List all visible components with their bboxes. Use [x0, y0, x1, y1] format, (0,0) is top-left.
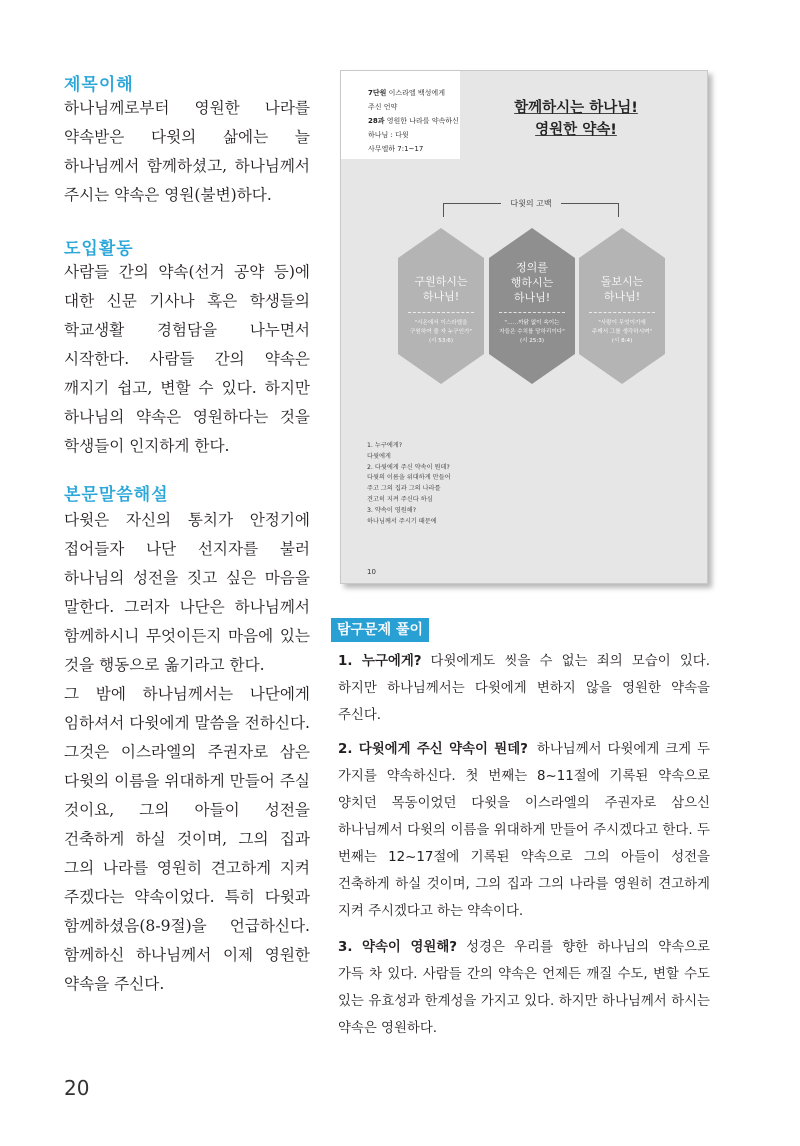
hexagon-title: 구원하시는 하나님! — [414, 275, 468, 303]
section-heading-text-commentary: 본문말씀해설 — [64, 485, 169, 505]
hexagon-quote: "……까닭 없이 속이는 자들은 수치를 당하리이다" (시 25:3) — [499, 320, 565, 344]
answer-paragraph-2 — [338, 736, 710, 925]
note-line: 1. 누구에게? — [367, 442, 403, 449]
ref-line: 주신 언약 — [368, 103, 398, 111]
answer-text: 하나님께서 다윗에게 크게 두 가지를 약속하신다. 첫 번째는 8~11절에 기록된 약속으로 양치던 목동이었던 다윗을 이스라엘의 주권자로 삼으신 하나님께서 다윗의 이름을 위대하게 만들어 주시겠다고 한다. 두 번째는 12~17절에 기록된 약속으로 그의 아들이 성전을 건축하게 하실 것이며, 그의 집과 그의 나라를 영원히 견고하게 지켜 주시겠다고 하는 약속이다. — [338, 742, 710, 919]
answer-question: 2. 다윗에게 주신 약속이 뭔데? — [338, 742, 528, 757]
answer-text: 성경은 우리를 향한 하나님의 약속으로 가득 차 있다. 사람들 간의 약속은 언제든 깨질 수도, 변할 수도 있는 유효성과 한계성을 가지고 있다. 하지만 하나님께서 하시는 약속은 영원하다. — [338, 940, 710, 1036]
section-body-intro-activity: 사람들 간의 약속(선거 공약 등)에 대한 신문 기사나 혹은 학생들의 학교생활 경험담을 나누면서 시작한다. 사람들 간의 약속은 깨지기 쉽고, 변할 수 있다. 하지만 하나님의 약속은 영원하다는 것을 학생들이 인지하게 한다. — [64, 263, 310, 455]
section-body-text-commentary: 다윗은 자신의 통치가 안정기에 접어들자 나단 선지자를 불러 하나님의 성전을 짓고 싶은 마음을 말한다. 그러자 나단은 하나님께서 함께하시니 무엇이든지 마음에 있는 것을 행동으로 옮기라고 한다. 그 밤에 하나님께서는 나단에게 임하셔서 다윗에게 말씀을 전하신다. 그것은 이스라엘의 주권자로 삼은 다윗의 이름을 위대하게 만들어 주실 것이요, 그의 아들이 성전을 건축하게 하실 것이며, 그의 집과 그의 나라를 영원히 견고하게 지켜 주겠다는 약속이었다. 특히 다윗과 함께하셨음(8-9절)을 언급하신다. 함께하신 하나님께서 이제 영원한 약속을 주신다. — [64, 511, 310, 993]
hexagon-divider — [499, 312, 565, 313]
note-line: 하나님께서 주시기 때문에 — [367, 517, 437, 525]
thumbnail-page-number: 10 — [367, 568, 376, 576]
note-line: 견고히 지켜 주신다 하심 — [367, 495, 433, 503]
hexagon-title: 돌보시는 하나님! — [600, 275, 644, 303]
hexagon-saving-god — [398, 228, 484, 384]
hexagon-title: 정의를 행하시는 하나님! — [510, 261, 554, 304]
note-line: 주고 그의 집과 그의 나라를 — [367, 485, 441, 493]
section-heading-intro-activity: 도입활동 — [64, 239, 134, 259]
hexagon-caring-god — [579, 228, 665, 384]
thumbnail-answer-notes — [367, 441, 451, 527]
note-line: 다윗에게 — [367, 452, 391, 460]
hexagon-divider — [408, 312, 474, 313]
workbook-page-thumbnail — [340, 70, 708, 584]
answer-paragraph-1 — [338, 648, 710, 729]
ref-line: 28과 영원한 나라를 약속하신 — [368, 117, 459, 125]
note-line: 2. 다윗에게 주신 약속이 뭔데? — [367, 463, 450, 471]
hexagon-righteous-god — [489, 228, 575, 384]
ref-line: 하나님 : 다윗 — [368, 131, 409, 139]
answer-question: 1. 누구에게? — [338, 654, 422, 669]
note-line: 다윗의 이름을 위대하게 만들어 — [367, 474, 451, 482]
ref-line: 7단원 이스라엘 백성에게 — [368, 89, 445, 97]
confession-label: 다윗의 고백 — [501, 198, 561, 209]
answer-question: 3. 약속이 영원해? — [338, 940, 458, 955]
note-line: 3. 약속이 영원해? — [367, 506, 416, 514]
section-heading-title-understanding: 제목이해 — [64, 75, 134, 95]
answer-text: 다윗에게도 씻을 수 없는 죄의 모습이 있다. 하지만 하나님께서는 다윗에게 변하지 않을 영원한 약속을 주신다. — [338, 654, 711, 723]
page-number: 20 — [64, 1076, 90, 1100]
hexagon-quote: "사람이 무엇이기에 주께서 그를 생각하시며" (시 8:4) — [591, 320, 653, 344]
hexagon-quote: "시온에서 이스라엘을 구원하여 줄 자 누구인가" (시 53:6) — [410, 320, 472, 344]
lesson-reference-box — [341, 71, 460, 159]
section-body-title-understanding: 하나님께로부터 영원한 나라를 약속받은 다윗의 삶에는 늘 하나님께서 함께하셨고, 하나님께서 주시는 약속은 영원(불변)하다. — [64, 99, 310, 204]
hexagon-divider — [589, 312, 655, 313]
answer-paragraph-3 — [338, 934, 710, 1042]
ref-line: 사무엘하 7:1~17 — [368, 145, 424, 153]
thumbnail-title: 함께하시는 하나님! 영원한 약속! — [514, 100, 638, 138]
inquiry-answers-tag: 탐구문제 풀이 — [331, 618, 429, 642]
